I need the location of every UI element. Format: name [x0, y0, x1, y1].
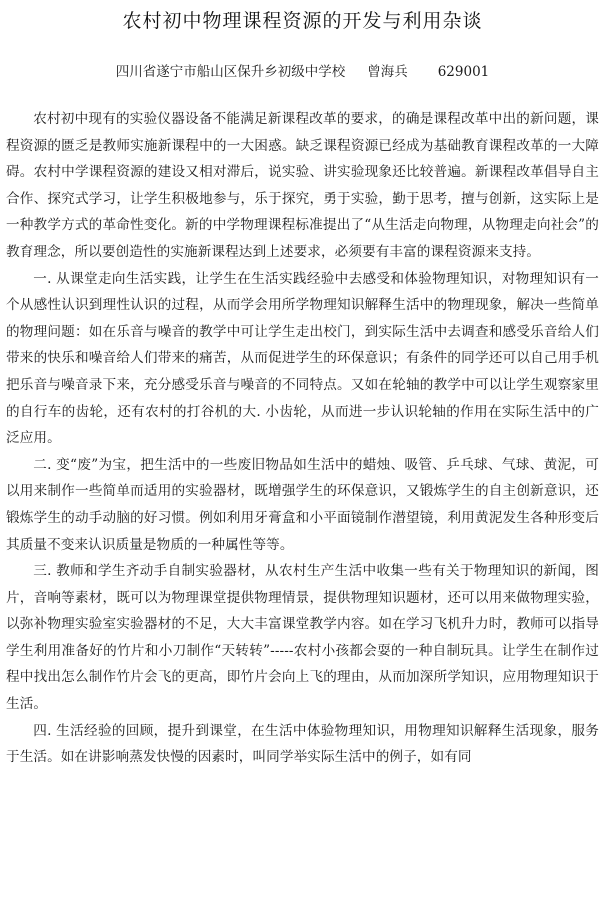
document-title: 农村初中物理课程资源的开发与利用杂谈 [122, 10, 483, 32]
paragraph-section-4: 四. 生活经验的回顾，提升到课堂，在生活中体验物理知识，用物理知识解释生活现象，服务于生活。如在讲影响蒸发快慢的因素时，叫同学举实际生活中的例子，如有同 [6, 722, 599, 766]
document-body [6, 106, 599, 771]
author-line [0, 62, 605, 82]
author-school: 四川省遂宁市船山区保升乡初级中学校 [115, 64, 346, 80]
author-name: 曾海兵 [367, 64, 408, 80]
paragraph-section-2: 二. 变“废”为宝，把生活中的一些废旧物品如生活中的蜡烛、吸管、乒乓球、气球、黄泥，可以用来制作一些简单而适用的实验器材，既增强学生的环保意识，又锻炼学生的自主创新意识，还锻炼学生的动手动脑的好习惯。例如利用牙膏盒和小平面镜制作潜望镜，利用黄泥发生各种形变后其质量不变来认识质量是物质的一种属性等等。 [6, 456, 599, 553]
paragraph-intro: 农村初中现有的实验仪器设备不能满足新课程改革的要求，的确是课程改革中出的新问题，课程资源的匮乏是教师实施新课程中的一大困惑。缺乏课程资源已经成为基础教育课程改革的一大障碍。农村中学课程资源的建设又相对滞后，说实验、讲实验现象还比较普遍。新课程改革倡导自主合作、探究式学习，让学生积极地参与，乐于探究，勇于实验，勤于思考，擅与创新，这实际上是一种教学方式的革命性变化。新的中学物理课程标准提出了“从生活走向物理，从物理走向社会”的教育理念，所以要创造性的实施新课程达到上述要求，必须要有丰富的课程资源来支持。 [6, 111, 599, 260]
author-postcode: 629001 [437, 64, 490, 80]
paragraph-section-1: 一. 从课堂走向生活实践，让学生在生活实践经验中去感受和体验物理知识，对物理知识有一个从感性认识到理性认识的过程，从而学会用所学物理知识解释生活中的物理现象，解决一些简单的物理问题：如在乐音与噪音的教学中可让学生走出校门，到实际生活中去调查和感受乐音给人们带来的快乐和噪音给人们带来的痛苦，从而促进学生的环保意识；有条件的同学还可以自己用手机把乐音与噪音录下来，充分感受乐音与噪音的不同特点。又如在轮轴的教学中可以让学生观察家里的自行车的齿轮，还有农村的打谷机的大. 小齿轮，从而进一步认识轮轴的作用在实际生活中的广泛应用。 [6, 270, 599, 447]
paragraph-section-3: 三. 教师和学生齐动手自制实验器材，从农村生产生活中收集一些有关于物理知识的新闻，图片，音响等素材，既可以为物理课堂提供物理情景，提供物理知识题材，还可以用来做物理实验，以弥补物理实验室实验器材的不足，大大丰富课堂教学内容。如在学习飞机升力时，教师可以指导学生利用准备好的竹片和小刀制作“天转转”-----农村小孩都会耍的一种自制玩具。让学生在制作过程中找出怎么制作竹片会飞的更高，即竹片会向上飞的理由，从而加深所学知识，应用物理知识于生活。 [6, 563, 599, 713]
